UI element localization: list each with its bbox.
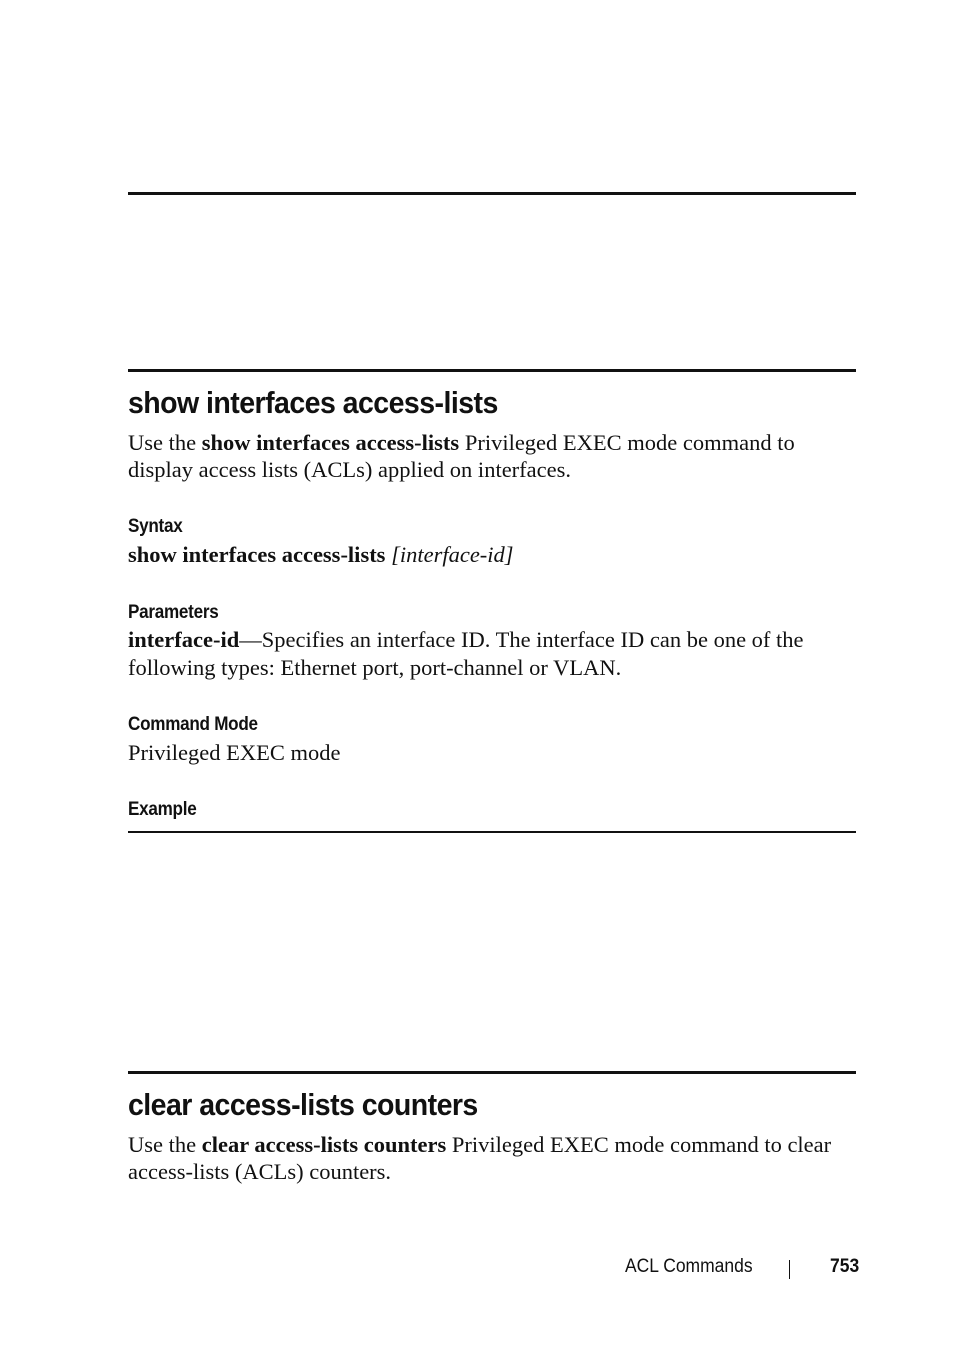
section-title: clear access-lists counters: [128, 1087, 478, 1122]
intro-suffix: Privileged EXEC mode command to clear: [446, 1132, 832, 1157]
example-divider: [128, 831, 856, 833]
section-title: show interfaces access-lists: [128, 385, 498, 420]
intro-prefix: Use the: [128, 430, 202, 455]
intro-line-2: access-lists (ACLs) counters.: [128, 1159, 392, 1184]
intro-line-1: [128, 429, 858, 456]
intro-command: clear access-lists counters: [201, 1132, 447, 1157]
footer-separator: [789, 1260, 790, 1279]
syntax-heading: Syntax: [128, 516, 183, 537]
intro-line-1: [128, 1131, 858, 1158]
syntax-line: [128, 541, 858, 568]
footer-chapter: ACL Commands: [625, 1256, 753, 1277]
intro-line-2: display access lists (ACLs) applied on interfaces.: [128, 457, 572, 482]
param-line-1: [128, 626, 858, 653]
page-number: 753: [830, 1256, 860, 1277]
intro-command: show interfaces access-lists: [201, 430, 460, 455]
param-description: —Specifies an interface ID. The interface ID can be one of the: [239, 627, 804, 652]
section-divider: [128, 369, 856, 372]
command-mode-text: Privileged EXEC mode: [128, 740, 341, 765]
top-divider: [128, 192, 856, 195]
intro-prefix: Use the: [128, 1132, 202, 1157]
param-name: interface-id: [128, 627, 240, 652]
param-line-2: following types: Ethernet port, port-channel or VLAN.: [128, 655, 622, 680]
section-divider: [128, 1071, 856, 1074]
command-mode-heading: Command Mode: [128, 714, 258, 735]
syntax-command: show interfaces access-lists: [128, 542, 386, 567]
intro-suffix: Privileged EXEC mode command to: [459, 430, 795, 455]
example-heading: Example: [128, 799, 197, 820]
parameters-heading: Parameters: [128, 602, 219, 623]
syntax-argument: [interface-id]: [391, 542, 514, 567]
